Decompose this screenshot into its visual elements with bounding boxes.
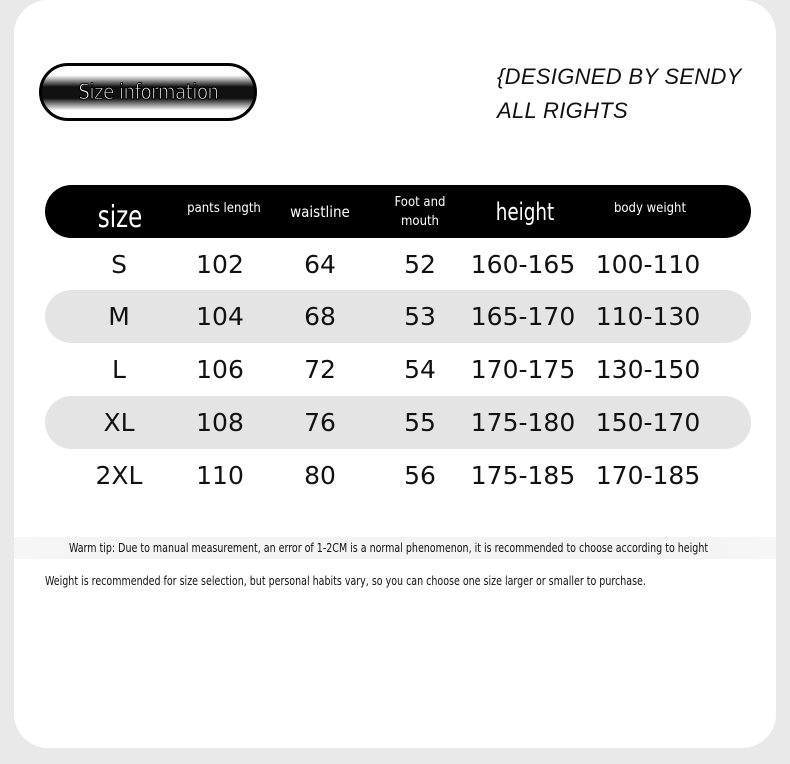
header-waistline: waistline bbox=[290, 202, 350, 221]
cell-body-weight: 170-185 bbox=[595, 461, 701, 490]
cell-size: 2XL bbox=[95, 461, 143, 490]
cell-waistline: 72 bbox=[304, 355, 336, 384]
size-information-badge bbox=[39, 63, 257, 121]
header-pants-length: pants length bbox=[187, 201, 261, 216]
table-header bbox=[45, 185, 751, 238]
cell-pants-length: 110 bbox=[196, 461, 244, 490]
cell-waistline: 64 bbox=[304, 250, 336, 279]
cell-height: 175-185 bbox=[470, 461, 576, 490]
cell-pants-length: 108 bbox=[196, 408, 244, 437]
cell-foot-mouth: 56 bbox=[404, 461, 436, 490]
cell-height: 170-175 bbox=[470, 355, 576, 384]
header-foot-mouth: Foot and mouth bbox=[394, 194, 446, 229]
header-height: height bbox=[495, 197, 555, 226]
cell-waistline: 68 bbox=[304, 302, 336, 331]
cell-pants-length: 106 bbox=[196, 355, 244, 384]
table-row bbox=[45, 396, 751, 449]
cell-foot-mouth: 52 bbox=[404, 250, 436, 279]
brand-line-2: ALL RIGHTS bbox=[497, 98, 628, 123]
cell-body-weight: 100-110 bbox=[595, 250, 701, 279]
cell-height: 160-165 bbox=[470, 250, 576, 279]
cell-body-weight: 110-130 bbox=[595, 302, 701, 331]
brand-notice bbox=[497, 60, 767, 128]
cell-waistline: 76 bbox=[304, 408, 336, 437]
table-row bbox=[45, 343, 751, 396]
table-row bbox=[45, 449, 751, 502]
header-size: size bbox=[97, 200, 143, 235]
table-row bbox=[45, 238, 751, 291]
cell-pants-length: 104 bbox=[196, 302, 244, 331]
cell-height: 175-180 bbox=[470, 408, 576, 437]
badge-label: Size information bbox=[77, 80, 219, 104]
warm-tip-line-1: Warm tip: Due to manual measurement, an error of 1-2CM is a normal phenomenon, it is recommended to choose according to height bbox=[14, 537, 776, 559]
brand-line-1: {DESIGNED BY SENDY bbox=[497, 64, 742, 89]
table-row bbox=[45, 290, 751, 343]
cell-pants-length: 102 bbox=[196, 250, 244, 279]
cell-foot-mouth: 53 bbox=[404, 302, 436, 331]
cell-size: XL bbox=[103, 408, 135, 437]
header-body-weight: body weight bbox=[613, 201, 687, 216]
cell-body-weight: 150-170 bbox=[595, 408, 701, 437]
warm-tip-line-2: Weight is recommended for size selection, but personal habits vary, so you can choose one size larger or smaller to purchase. bbox=[45, 574, 646, 588]
cell-foot-mouth: 54 bbox=[404, 355, 436, 384]
cell-size: L bbox=[112, 355, 126, 384]
cell-waistline: 80 bbox=[304, 461, 336, 490]
cell-height: 165-170 bbox=[470, 302, 576, 331]
cell-size: S bbox=[111, 250, 127, 279]
cell-foot-mouth: 55 bbox=[404, 408, 436, 437]
cell-body-weight: 130-150 bbox=[595, 355, 701, 384]
cell-size: M bbox=[108, 302, 130, 331]
